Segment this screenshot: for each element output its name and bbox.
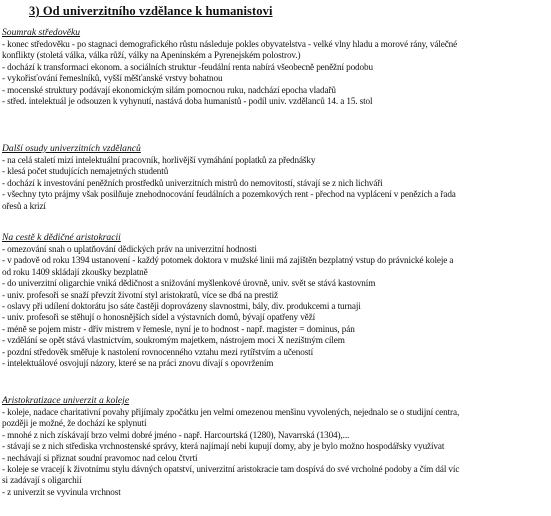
text-line: - z univerzit se vyvinula vrchnost	[2, 486, 121, 497]
text-line: - koleje se vracejí k životnímu stylu dávných opatství, univerzitní aristokracie tam dospívá do své vrcholné podoby a čím dál víc	[2, 464, 460, 475]
text-line: - méně se pojem mistr - dřív mistrem v řemesle, nyní je to hodnost - např. magister = dominus, pán	[2, 323, 355, 334]
section-soumrak	[2, 27, 548, 107]
text-line: - všechny tyto prájmy však posilňuje znehodnocování feudálních a pozemkových rent - přechod na vyplácení v penězích a řada	[2, 189, 456, 200]
section-aristokratizace	[2, 395, 548, 498]
text-line: - pozdní středověk směřuje k nastolení rovnocenného vztahu mezi rytířstvím a učeností	[2, 346, 314, 357]
text-line: - konec středověku - po stagnaci demografického růstu následuje pokles obyvatelstva - velké vlny hladu a morové rány, válečné	[2, 39, 458, 49]
text-line: - vzdělání se opět stává vlastnictvím, soukromým majetkem, nástrojem moci X nezištným cílem	[2, 335, 345, 346]
text-line: později je možné, že dochází ke splynutí	[2, 418, 147, 429]
text-line: - na celá staletí mizí intelektuální pracovník, horlivější vymáhání poplatků za přednášky	[2, 155, 316, 165]
section-heading: Na cestě k dědičné aristokracii	[2, 232, 121, 243]
section-heading: Aristokratizace univerzit a koleje	[2, 395, 130, 406]
text-line: - mnohé z nich získávají brzo velmi dobré jméno - např. Harcourtská (1280), Navarrská (1304),...	[2, 429, 350, 440]
text-line: od roku 1409 skládají zkoušky bezplatně	[2, 266, 148, 277]
text-line: ořesů a krizí	[2, 200, 46, 211]
section-dedicna-aristokracie	[2, 232, 548, 369]
text-line: - univ. profesoři se stěhují o honosnějších sídel a výstavních domů, bývají opatřeny věží	[2, 312, 316, 323]
section-heading: Další osudy univerzitních vzdělanců	[2, 143, 141, 154]
section-dalsi-osudy	[2, 143, 548, 212]
text-line: - vykořisťování řemeslníků, vyšší měšťanské vrstvy bohatnou	[2, 73, 223, 84]
text-line: - střed. intelektuál je odsouzen k vyhynutí, nastává doba humanistů - podíl univ. vzdělanců 14. a 15. stol	[2, 96, 373, 107]
text-line: - dochází k investování peněžních prostředků univerzitních mistrů do nemovitostí, stávají se z nich lichváři	[2, 177, 383, 188]
text-line: konflikty (stoletá válka, válka růží, války na Apeninském a Pyrenejském polostrov.)	[2, 50, 301, 61]
text-line: si zadávají s oligarchií	[2, 475, 82, 486]
text-line: - univ. profesoři se snaží převzít životní styl aristokratů, více se dbá na prestiž	[2, 289, 278, 300]
text-line: - dochází k transformaci ekonom. a sociálních struktur -feudální renta nabírá všeobecně peněžní podobu	[2, 61, 373, 72]
text-line: - koleje, nadace charitativní povahy přijímaly zpočátku jen velmi omezenou menšinu vyvolených, nejednalo se o studijní centra,	[2, 407, 460, 417]
page-title: 3) Od univerzitního vzdělance k humanistovi	[29, 4, 273, 18]
text-line: - mocenské struktury podávají ekonomickým silám pomocnou ruku, nadchází epocha vladařů	[2, 84, 336, 95]
text-line: - klesá počet studujících nemajetných studentů	[2, 166, 169, 177]
text-line: - intelektuálové osvojují názory, které se na práci znovu dívají s opovržením	[2, 358, 274, 369]
section-heading: Soumrak středověku	[2, 27, 81, 38]
text-line: - oslavy při udílení doktorátu jso sáte častěji doprovázeny slavnostmi, bály, div. produkcemi a turnaji	[2, 301, 361, 312]
text-line: - stávají se z nich střediska vrchnostenské správy, která najímají nebi kupují domy, aby je bylo možno hospodářsky využívat	[2, 441, 445, 452]
text-line: - omezování snah o uplatňování dědických práv na univerzitní hodnosti	[2, 244, 257, 254]
text-line: - v padově od roku 1394 ustanovení - každý potomek doktora v mužské linii má zajištěn bezplatný vstup do právnické koleje a	[2, 255, 454, 266]
text-line: - nechávají si přiznat soudní pravomoc nad celou čtvrtí	[2, 452, 198, 463]
text-line: - do univerzitní oligarchie vniká dědičnost a snižování myšlenkové úrovně, univ. svět se stává kastovním	[2, 278, 376, 289]
